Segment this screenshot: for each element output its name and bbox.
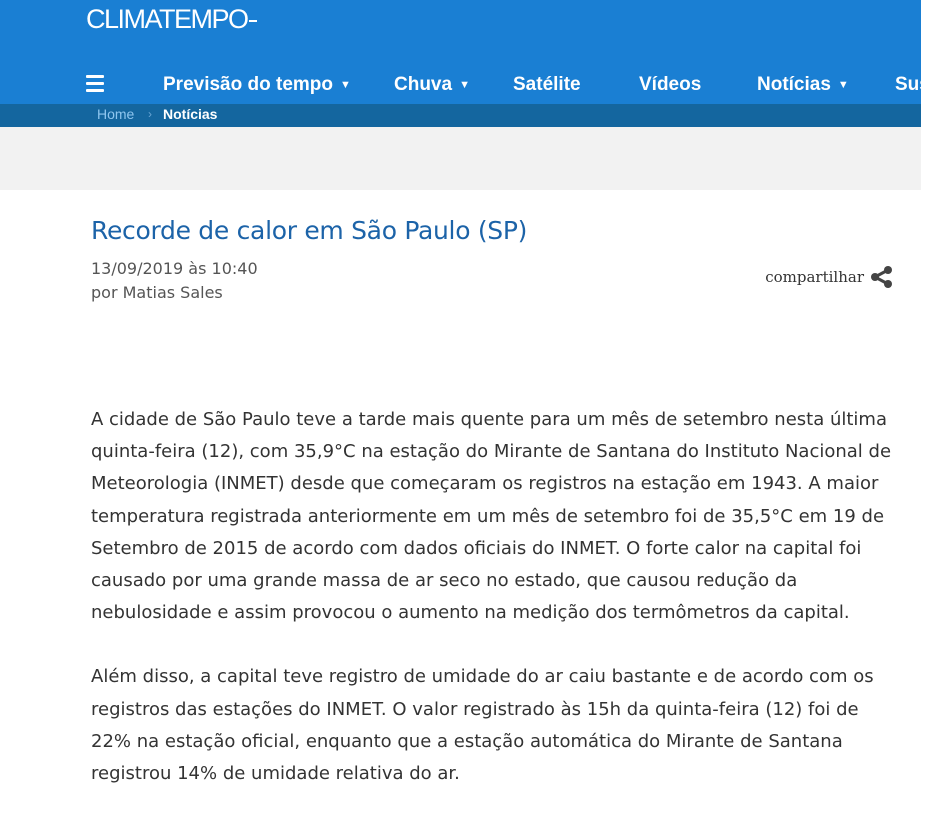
nav-label: Previsão do tempo — [163, 74, 333, 95]
paragraph-line: quinta-feira (12), com 35,9°C na estação do Mirante de Santana do Instituto Nacional de — [91, 441, 892, 463]
breadcrumb — [0, 104, 921, 127]
breadcrumb-separator-icon: › — [148, 107, 152, 121]
main-nav — [0, 70, 930, 102]
article-author[interactable]: por Matias Sales — [91, 283, 223, 302]
nav-label: Satélite — [513, 74, 581, 95]
share-icon — [870, 265, 894, 289]
nav-label: Chuva — [394, 74, 453, 95]
article-title: Recorde de calor em São Paulo (SP) — [91, 216, 528, 245]
caret-down-icon: ▼ — [459, 79, 470, 91]
paragraph-line: registrou 14% de umidade relativa do ar. — [91, 763, 460, 785]
nav-label: Vídeos — [639, 74, 702, 95]
paragraph-line: registros das estações do INMET. O valor registrado às 15h da quinta-feira (12) foi de — [91, 698, 859, 720]
paragraph-line: causado por uma grande massa de ar seco no estado, que causou redução da — [91, 570, 798, 592]
article-date: 13/09/2019 às 10:40 — [91, 259, 258, 278]
paragraph-line: Setembro de 2015 de acordo com dados oficiais do INMET. O forte calor na capital foi — [91, 537, 862, 559]
breadcrumb-current: Notícias — [163, 106, 218, 122]
logo-text: CLIMATEMPO — [86, 4, 248, 34]
article-body — [91, 404, 891, 790]
caret-down-icon: ▼ — [837, 79, 849, 91]
ad-banner-area — [0, 127, 921, 190]
nav-label: Notícias — [757, 74, 831, 95]
paragraph-line: 22% na estação oficial, enquanto que a estação automática do Mirante de Santana — [91, 730, 843, 752]
article-paragraph-2 — [91, 661, 891, 790]
share-label: compartilhar — [765, 268, 864, 286]
paragraph-line: A cidade de São Paulo teve a tarde mais quente para um mês de setembro nesta última — [91, 409, 887, 430]
nav-item-noticias[interactable] — [757, 74, 849, 96]
nav-item-satelite[interactable] — [513, 74, 581, 96]
nav-item-videos[interactable] — [639, 74, 701, 96]
paragraph-line: Além disso, a capital teve registro de umidade do ar caiu bastante e de acordo com os — [91, 666, 874, 688]
article-paragraph-1 — [91, 404, 891, 629]
paragraph-line: Meteorologia (INMET) desde que começaram os registros na estação em 1943. A maior — [91, 473, 879, 495]
logo-dash — [249, 20, 257, 22]
nav-item-chuva[interactable] — [394, 74, 470, 96]
caret-down-icon: ▼ — [340, 79, 351, 91]
site-header — [0, 0, 930, 104]
paragraph-line: temperatura registrada anteriormente em um mês de setembro foi de 35,5°C em 19 de — [91, 505, 885, 527]
paragraph-line: nebulosidade e assim provocou o aumento na medição dos termômetros da capital. — [91, 602, 850, 624]
climatempo-logo[interactable] — [86, 4, 257, 35]
nav-item-previsao[interactable] — [163, 74, 351, 96]
breadcrumb-home-link[interactable]: Home — [97, 106, 135, 122]
nav-label: Sus — [895, 74, 930, 95]
share-button[interactable] — [765, 265, 894, 289]
nav-item-sus[interactable] — [895, 74, 930, 96]
